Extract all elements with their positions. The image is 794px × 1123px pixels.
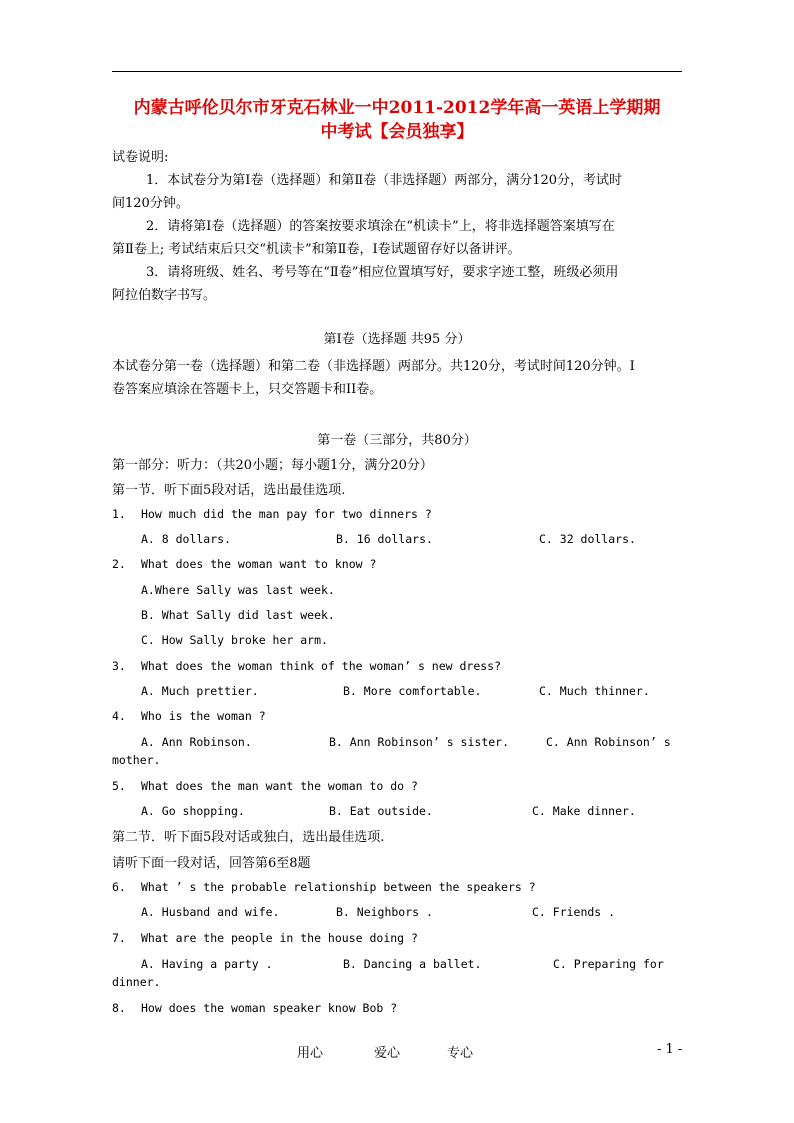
- instruction-3-line1: 3．请将班级、姓名、考号等在“Ⅱ卷”相应位置填写好，要求字迹工整，班级必须用: [146, 265, 619, 280]
- instruction-3-line2: 阿拉伯数字书写。: [112, 288, 217, 303]
- option-a: A. Having a party .: [141, 957, 273, 971]
- footer-word-2: 爱心: [374, 1046, 401, 1061]
- question-text: What does the woman think of the woman’ s new dress?: [141, 659, 502, 673]
- question-number: 1.: [112, 507, 126, 521]
- footer-word-1: 用心: [297, 1046, 324, 1061]
- option-a: A.Where Sally was last week.: [141, 583, 335, 597]
- option-b: B. Neighbors .: [336, 905, 433, 919]
- question-text: How much did the man pay for two dinners ?: [141, 507, 432, 521]
- section2-note: 请听下面一段对话，回答第6至8题: [112, 856, 311, 871]
- question-text: Who is the woman ?: [141, 709, 266, 723]
- option-c: C. Ann Robinson’ s: [546, 735, 671, 749]
- question-number: 5.: [112, 779, 126, 793]
- question-text: What are the people in the house doing ?: [141, 931, 418, 945]
- option-b: B. Dancing a ballet.: [343, 957, 482, 971]
- question-number: 2.: [112, 557, 126, 571]
- volume1-desc-line2: 卷答案应填涂在答题卡上，只交答题卡和II卷。: [112, 382, 383, 397]
- option-a: A. Ann Robinson.: [141, 735, 252, 749]
- instruction-2-line1: 2．请将第Ⅰ卷（选择题）的答案按要求填涂在“机读卡”上，将非选择题答案填写在: [146, 219, 615, 234]
- question-text: What does the woman want to know ?: [141, 557, 377, 571]
- option-c-continued: dinner.: [112, 975, 161, 989]
- question-number: 6.: [112, 880, 126, 894]
- page-number: - 1 -: [657, 1042, 683, 1057]
- document-title-line2: 中考试【会员独享】: [320, 122, 474, 142]
- option-c: C. 32 dollars.: [539, 532, 636, 546]
- question-number: 3.: [112, 659, 126, 673]
- document-title-line1: 内蒙古呼伦贝尔市牙克石林业一中2011-2012学年高一英语上学期期: [133, 98, 661, 118]
- option-a: A. Much prettier.: [141, 684, 259, 698]
- option-a: A. Go shopping.: [141, 804, 245, 818]
- volume1-desc-line1: 本试卷分第一卷（选择题）和第二卷（非选择题）两部分。共120分，考试时间120分钟。I: [112, 359, 635, 374]
- instructions-heading: 试卷说明:: [112, 150, 169, 165]
- question-number: 7.: [112, 931, 126, 945]
- option-a: A. 8 dollars.: [141, 532, 232, 546]
- question-text: How does the woman speaker know Bob ?: [141, 1001, 398, 1015]
- instruction-1-line2: 间120分钟。: [112, 196, 189, 211]
- option-c: C. Friends .: [532, 905, 616, 919]
- option-b: B. 16 dollars.: [336, 532, 433, 546]
- question-text: What ’ s the probable relationship between the speakers ?: [141, 880, 536, 894]
- question-text: What does the man want the woman to do ?: [141, 779, 418, 793]
- option-c: C. Much thinner.: [539, 684, 650, 698]
- volume1-heading: 第Ⅰ卷（选择题 共95 分）: [323, 332, 471, 347]
- option-c-continued: mother.: [112, 753, 161, 767]
- instruction-1-line1: 1．本试卷分为第Ⅰ卷（选择题）和第Ⅱ卷（非选择题）两部分，满分120分，考试时: [146, 173, 623, 188]
- option-c: C. Preparing for: [553, 957, 664, 971]
- option-b: B. More comfortable.: [343, 684, 482, 698]
- part1-heading: 第一卷（三部分，共80分）: [317, 433, 477, 448]
- section1-heading: 第一节．听下面5段对话，选出最佳选项.: [112, 483, 346, 498]
- question-number: 4.: [112, 709, 126, 723]
- option-b: B. Ann Robinson’ s sister.: [329, 735, 510, 749]
- option-b: B. What Sally did last week.: [141, 608, 335, 622]
- header-rule: [112, 71, 682, 72]
- part1-subheading: 第一部分：听力：（共20小题；每小题1分，满分20分）: [112, 458, 433, 473]
- option-c: C. How Sally broke her arm.: [141, 633, 328, 647]
- option-a: A. Husband and wife.: [141, 905, 280, 919]
- option-b: B. Eat outside.: [329, 804, 433, 818]
- section2-heading: 第二节．听下面5段对话或独白，选出最佳选项.: [112, 830, 385, 845]
- instruction-2-line2: 第Ⅱ卷上; 考试结束后只交“机读卡”和第Ⅱ卷，Ⅰ卷试题留存好以备讲评。: [112, 242, 521, 257]
- question-number: 8.: [112, 1001, 126, 1015]
- footer-word-3: 专心: [447, 1046, 474, 1061]
- option-c: C. Make dinner.: [532, 804, 636, 818]
